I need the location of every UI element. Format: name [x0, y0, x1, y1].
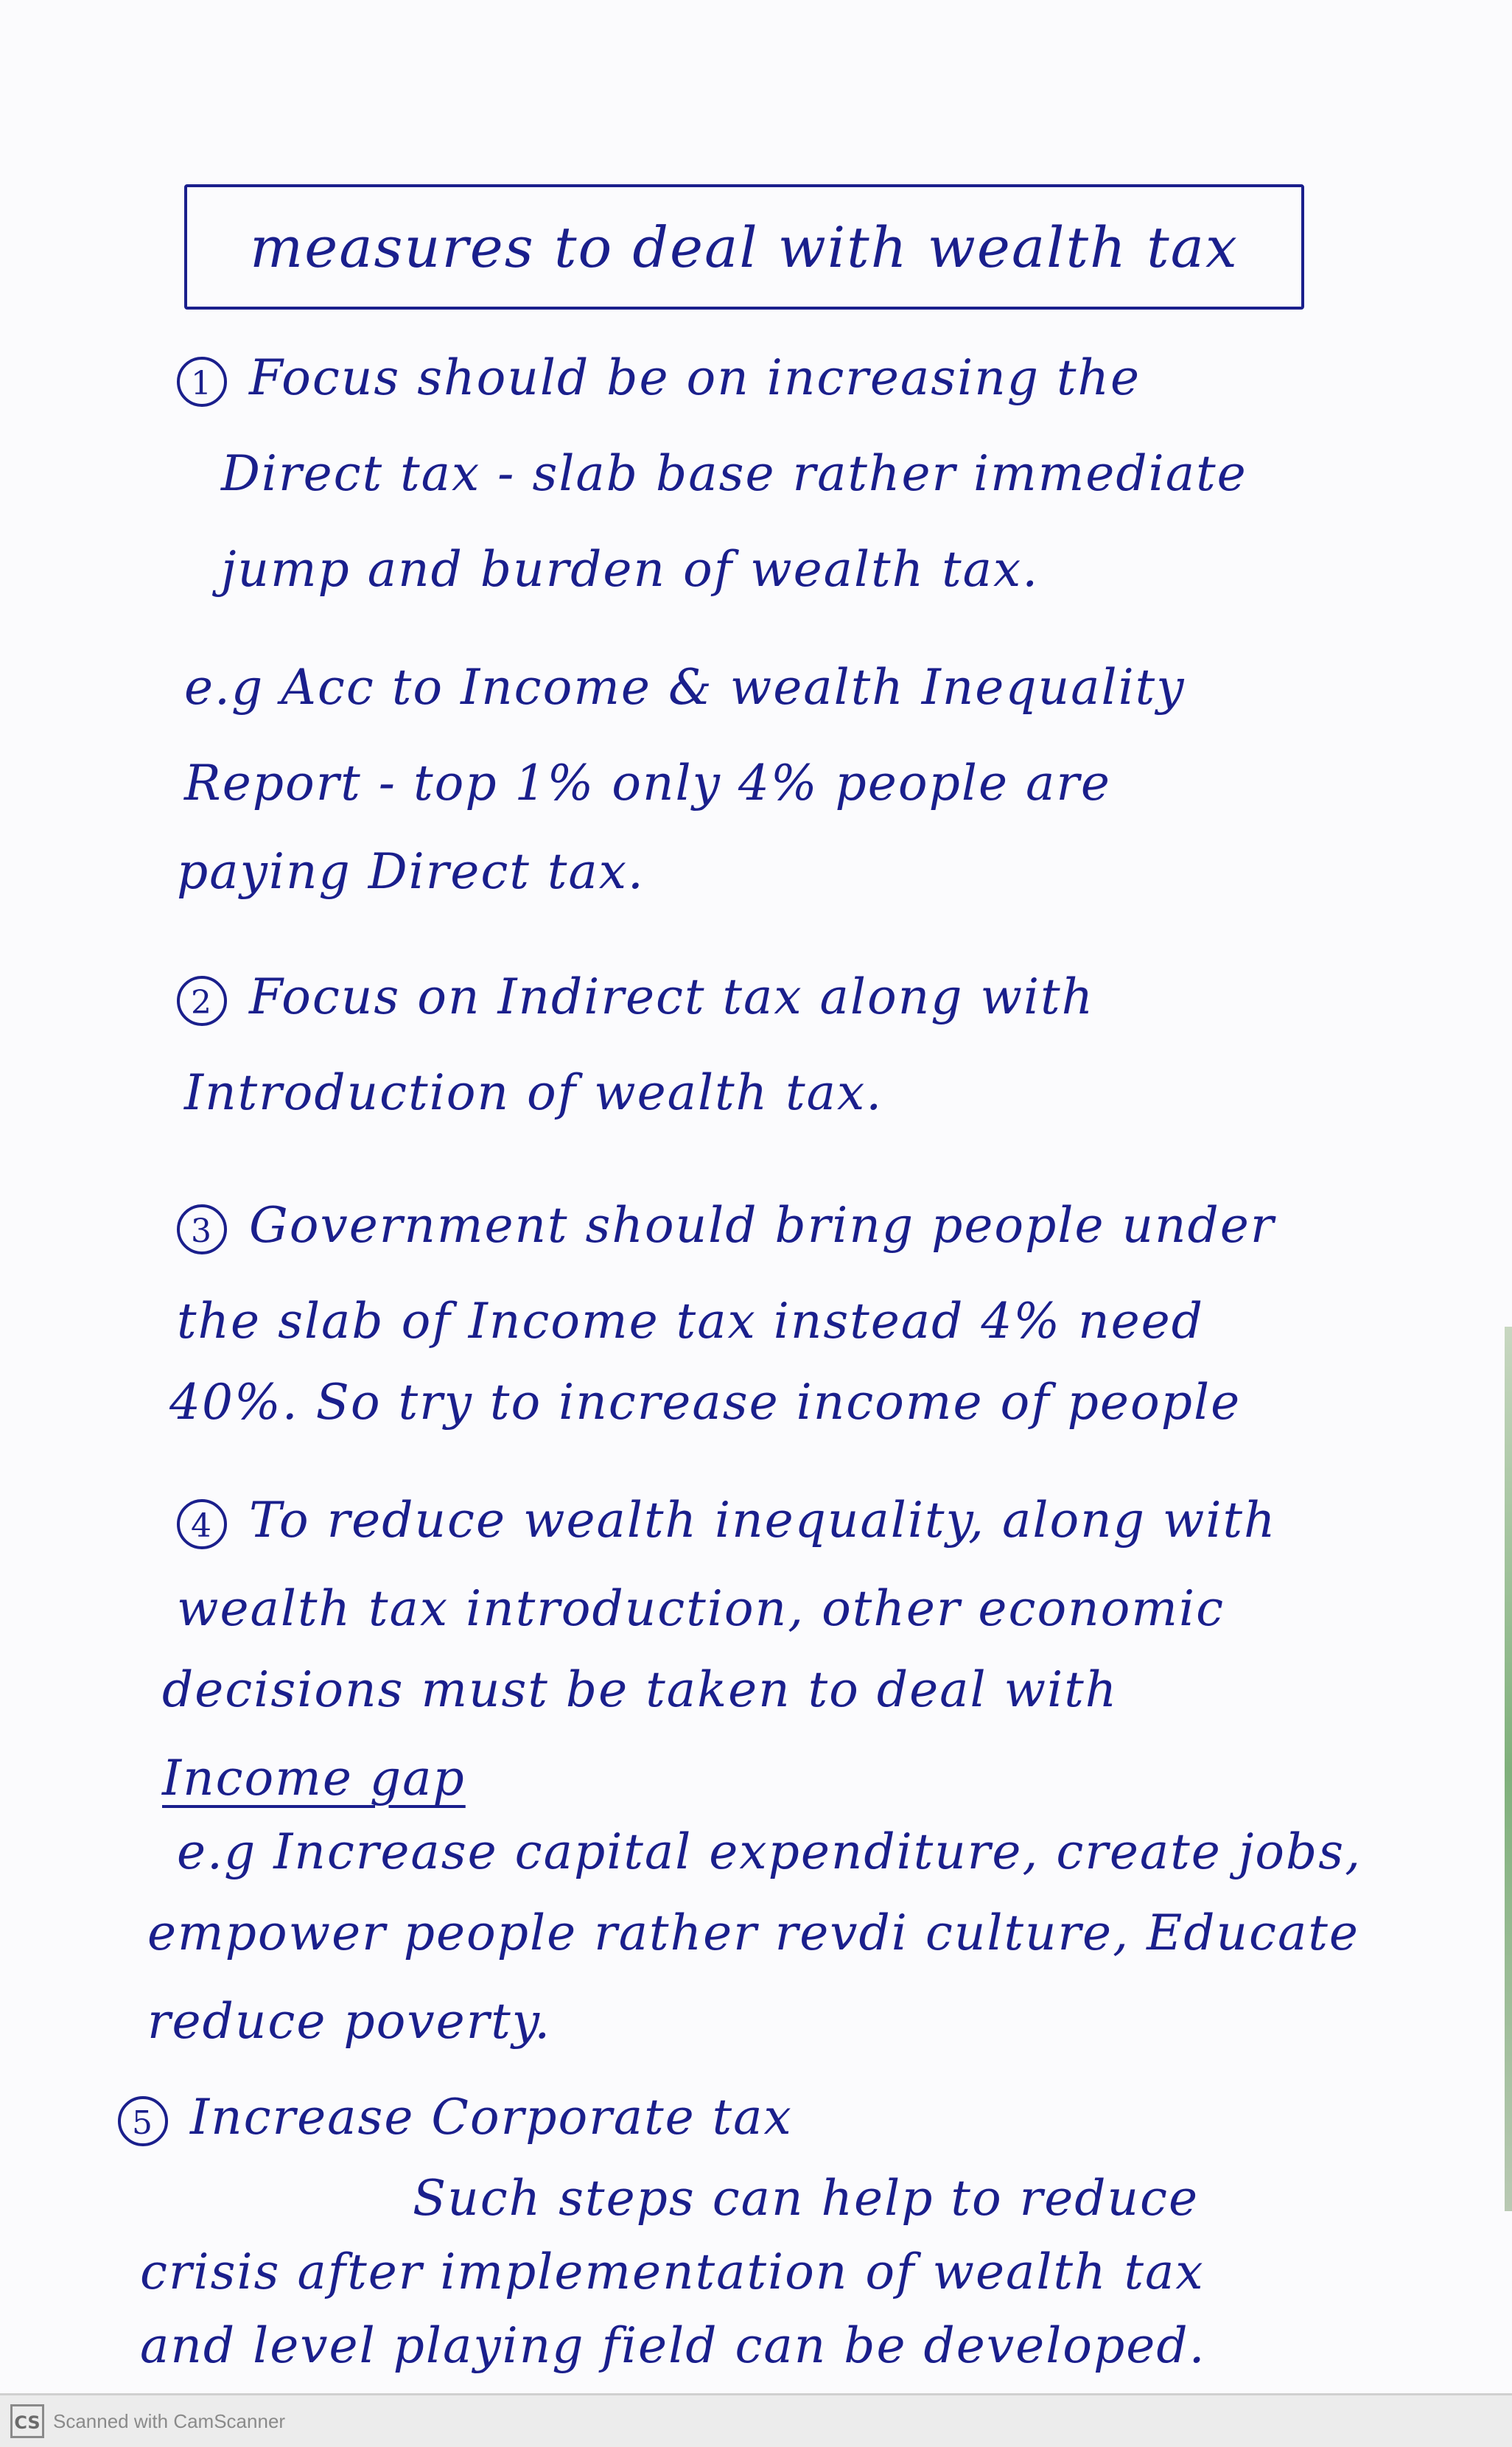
point-5-line-3: crisis after implementation of wealth tax: [140, 2244, 1205, 2300]
point-5-line-1: 5 Increase Corporate tax: [118, 2093, 793, 2146]
point-5-line-4: and level playing field can be developed.: [140, 2317, 1206, 2374]
point-1-line-2: Direct tax - slab base rather immediate: [221, 445, 1247, 502]
point-1-line-1: 1 Focus should be on increasing the: [177, 354, 1141, 407]
watermark-text: Scanned with CamScanner: [53, 2409, 286, 2432]
point-4-number: 4: [177, 1499, 227, 1549]
point-2-line-2: Introduction of wealth tax.: [184, 1064, 883, 1121]
point-3-line-1: 3 Government should bring people under: [177, 1201, 1275, 1254]
point-4-line-1: 4 To reduce wealth inequality, along with: [177, 1496, 1277, 1549]
page-title: measures to deal with wealth tax: [250, 214, 1239, 280]
point-1-line-6: paying Direct tax.: [177, 843, 645, 900]
point-2-number: 2: [177, 976, 227, 1026]
point-1-line-3: jump and burden of wealth tax.: [221, 541, 1040, 598]
point-3-line-3: 40%. So try to increase income of people: [169, 1374, 1242, 1431]
point-5-line-2: Such steps can help to reduce: [413, 2170, 1200, 2227]
point-4-line-6: empower people rather revdi culture, Educate: [147, 1905, 1359, 1961]
point-1-line-5: Report - top 1% only 4% people are: [184, 755, 1111, 811]
point-3-number: 3: [177, 1204, 227, 1254]
point-4-line-5: e.g Increase capital expenditure, create jobs,: [177, 1823, 1362, 1880]
point-4-line-7: reduce poverty.: [147, 1993, 552, 2050]
point-5-number: 5: [118, 2096, 168, 2146]
point-4-line-2: wealth tax introduction, other economic: [177, 1580, 1225, 1637]
point-2-line-1: 2 Focus on Indirect tax along with: [177, 973, 1094, 1026]
page-edge-background: [1505, 1327, 1512, 2211]
point-4-line-4: Income gap: [162, 1750, 466, 1807]
camscanner-logo-icon: CS: [10, 2404, 44, 2438]
point-4-line-3: decisions must be taken to deal with: [162, 1661, 1119, 1718]
scanner-watermark: [0, 2393, 1512, 2447]
point-3-line-2: the slab of Income tax instead 4% need: [177, 1293, 1204, 1350]
point-1-number: 1: [177, 357, 227, 407]
point-1-line-4: e.g Acc to Income & wealth Inequality: [184, 659, 1186, 716]
title-box: [184, 184, 1304, 310]
